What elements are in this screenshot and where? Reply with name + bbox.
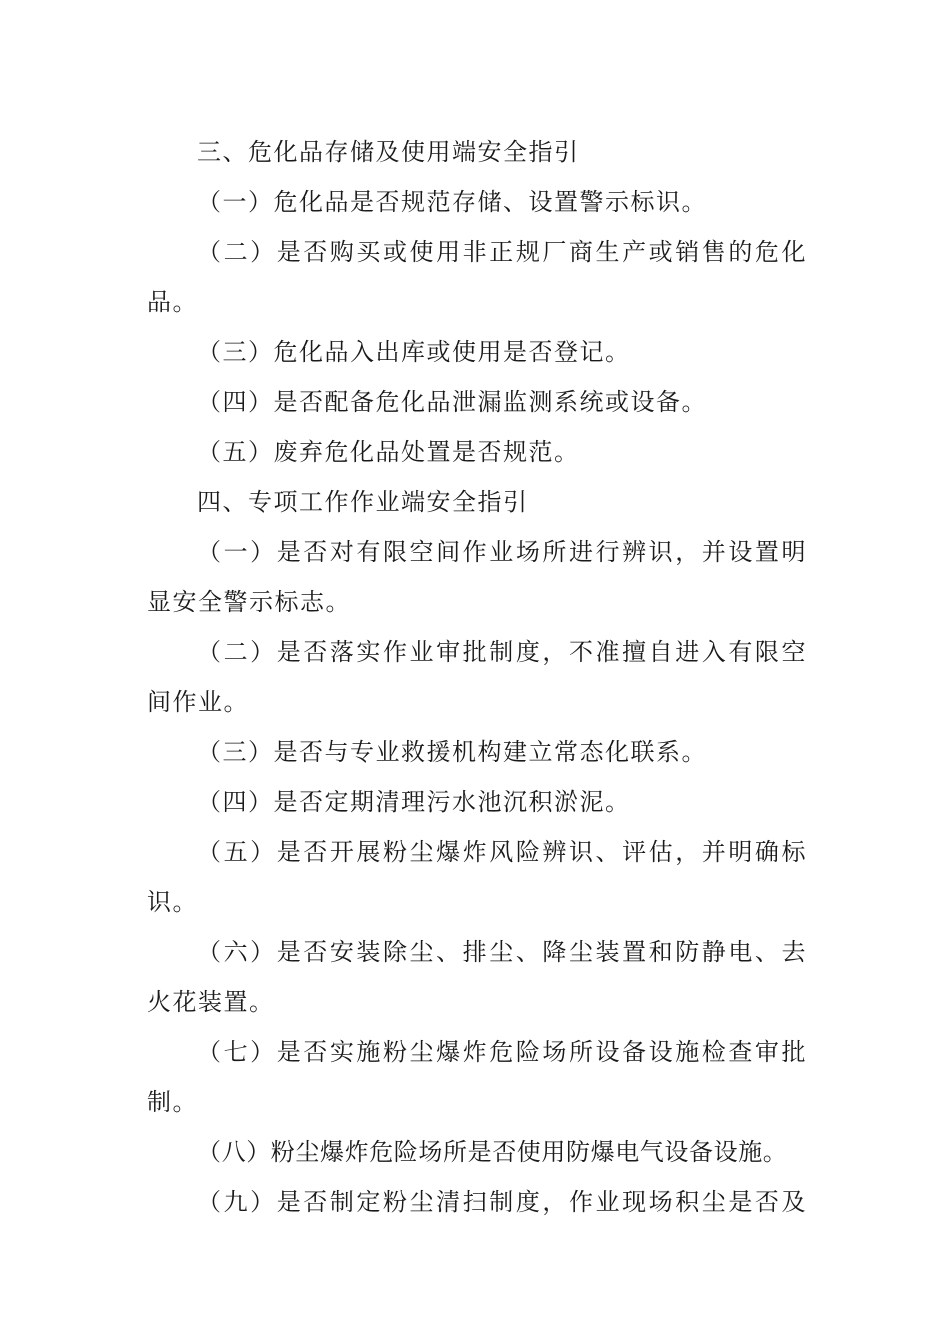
section-heading-3: 三、危化品存储及使用端安全指引 [197,138,580,166]
paragraph-line: （五）废弃危化品处置是否规范。 [197,438,580,466]
paragraph-line: （三）危化品入出库或使用是否登记。 [197,338,631,366]
paragraph-line: （八）粉尘爆炸危险场所是否使用防爆电气设备设施。 [197,1138,788,1166]
paragraph-line: （五）是否开展粉尘爆炸风险辨识、评估，并明确标 [197,838,807,866]
paragraph-line: 制。 [147,1088,198,1116]
paragraph-line: 间作业。 [147,688,249,716]
paragraph-line: （四）是否配备危化品泄漏监测系统或设备。 [197,388,707,416]
paragraph-line: （七）是否实施粉尘爆炸危险场所设备设施检查审批 [197,1038,807,1066]
paragraph-line: （三）是否与专业救援机构建立常态化联系。 [197,738,707,766]
paragraph-line: 火花装置。 [147,988,275,1016]
paragraph-line: 品。 [147,288,198,316]
paragraph-line: （九）是否制定粉尘清扫制度，作业现场积尘是否及 [197,1188,807,1216]
paragraph-line: （一）危化品是否规范存储、设置警示标识。 [197,188,707,216]
paragraph-line: 显安全警示标志。 [147,588,351,616]
paragraph-line: （一）是否对有限空间作业场所进行辨识，并设置明 [197,538,807,566]
paragraph-line: （四）是否定期清理污水池沉积淤泥。 [197,788,631,816]
paragraph-line: （二）是否购买或使用非正规厂商生产或销售的危化 [197,238,807,266]
section-heading-4: 四、专项工作作业端安全指引 [197,488,529,516]
paragraph-line: 识。 [147,888,198,916]
paragraph-line: （二）是否落实作业审批制度，不准擅自进入有限空 [197,638,807,666]
paragraph-line: （六）是否安装除尘、排尘、降尘装置和防静电、去 [197,938,807,966]
